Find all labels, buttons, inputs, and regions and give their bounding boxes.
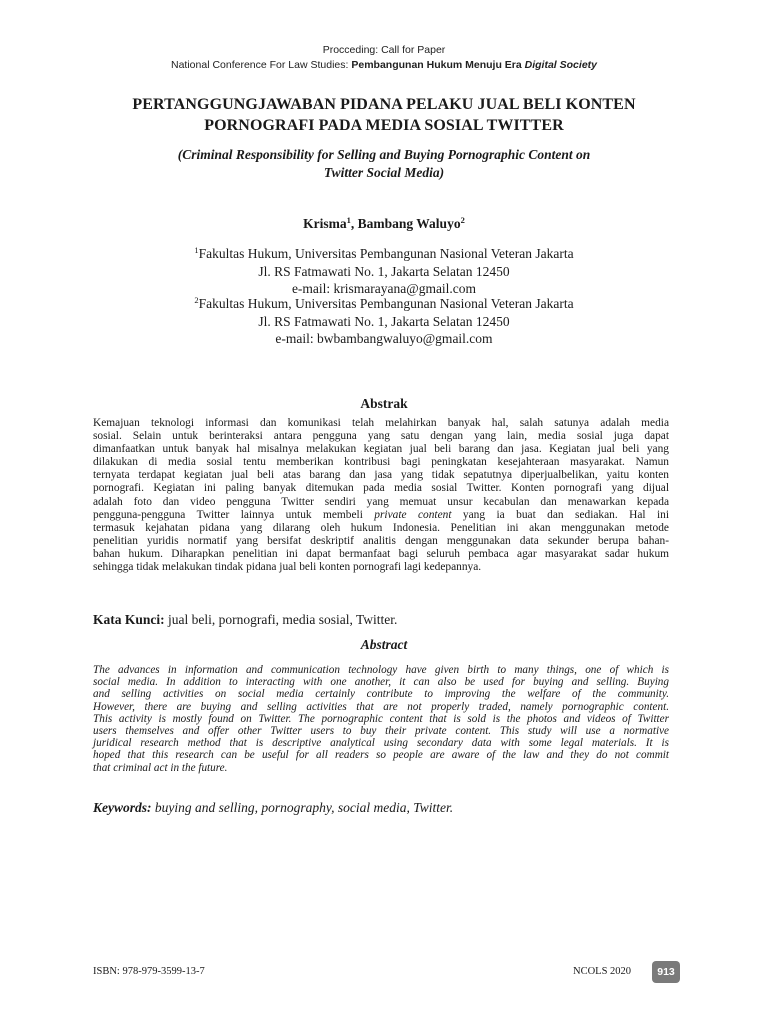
affiliation-institution — [0, 292, 768, 313]
abstrak-line: sehingga tidak melakukan tindak pidana jual beli konten pornografi lagi kedepannya. — [93, 561, 482, 574]
abstract-line: juridical research method that is descriptive analytical using secondary data with some legal materials. It is — [93, 737, 669, 750]
affiliation-block — [0, 292, 768, 348]
abstrak-line: sosial. Selain untuk berinteraksi antara pengguna yang satu dengan yang lain, media sosial juga dapat — [93, 430, 669, 443]
abstrak-body — [93, 417, 669, 574]
abstrak-line: penelitian yuridis normatif yang bersifat deskriptif analitis dengan menggunakan data sekunder berupa bahan- — [93, 534, 669, 547]
abstrak-line: bahan hukum. Diharapkan penelitian ini dapat bermanfaat bagi seluruh pembaca agar masyarakat sadar hukum — [93, 547, 669, 560]
affil-mark: 1 — [194, 245, 199, 255]
abstrak-line: ternyata terdapat kegiatan jual beli atas barang dan jasa yang tidak sepatutnya diperjualbelikan, yaitu konten — [93, 469, 669, 482]
abstrak-line: dilakukan di media sosial tentu memberikan kontribusi bagi peningkatan kesejahteraan masyarakat. Namun — [93, 456, 669, 469]
subtitle-line: Twitter Social Media) — [323, 165, 445, 180]
running-header-line2 — [0, 59, 768, 71]
abstract-line: that criminal act in the future. — [93, 761, 228, 774]
keywords-value: buying and selling, pornography, social media, Twitter. — [151, 800, 454, 815]
title-line: PORNOGRAFI PADA MEDIA SOSIAL TWITTER — [204, 117, 564, 134]
kata-kunci-value: jual beli, pornografi, media sosial, Twitter. — [164, 612, 398, 627]
affiliation-email: e-mail: krismarayana@gmail.com — [291, 281, 477, 296]
abstrak-line — [93, 509, 669, 522]
kata-kunci-label: Kata Kunci: — [93, 612, 165, 627]
footer-conference: NCOLS 2020 — [573, 966, 632, 977]
affiliation-name: Fakultas Hukum, Universitas Pembangunan Nasional Veteran Jakarta — [198, 296, 574, 311]
abstrak-line: dimanfaatkan untuk banyak hal misalnya melakukan kegiatan jual beli barang dan jasa. Kegiatan jual beli yang — [93, 443, 669, 456]
subtitle-line: (Criminal Responsibility for Selling and Buying Pornographic Content on — [177, 147, 591, 162]
abstrak-line-head: pengguna-pengguna Twitter lainnya untuk membeli — [93, 508, 375, 521]
affil-mark: 2 — [194, 295, 199, 305]
affiliation-address: Jl. RS Fatmawati No. 1, Jakarta Selatan 12450 — [258, 263, 510, 279]
running-header-line1: Procceding: Call for Paper — [322, 44, 446, 56]
paper-title — [60, 94, 708, 136]
abstrak-line-tail: yang ia buat dan sediakan. Hal ini — [451, 508, 670, 521]
abstract-line: hoped that this research can be useful for all readers so people are aware of the law and they do not commit — [93, 749, 669, 762]
abstrak-heading: Abstrak — [360, 396, 408, 411]
header-conference-name: National Conference For Law Studies: — [171, 59, 352, 71]
page-number-badge: 913 — [652, 961, 680, 983]
affiliation-block — [0, 242, 768, 298]
abstract-line: However, there are buying and selling activities that are not properly traded, namely pornographic content. — [93, 700, 669, 713]
footer-isbn: ISBN: 978-979-3599-13-7 — [93, 966, 205, 977]
kata-kunci — [93, 612, 397, 628]
abstract-body — [93, 664, 669, 774]
affiliation-institution — [0, 242, 768, 263]
author-name: Krisma — [303, 216, 347, 231]
abstract-line: The advances in information and communication technology have given birth to many things, one of which is — [93, 664, 669, 676]
header-theme: Pembangunan Hukum Menuju Era — [351, 59, 525, 71]
title-line: PERTANGGUNGJAWABAN PIDANA PELAKU JUAL BELI KONTEN — [132, 96, 636, 113]
abstract-line: social media. In addition to interacting with one another, it can also be used for buying and selling. Buying — [93, 676, 669, 689]
author-separator: , — [350, 216, 358, 231]
affiliation-name: Fakultas Hukum, Universitas Pembangunan Nasional Veteran Jakarta — [198, 246, 574, 261]
abstract-line: This activity is mostly found on Twitter. The pornographic content that is sold is the photos and videos of Twitter — [93, 712, 669, 725]
affiliation-email: e-mail: bwbambangwaluyo@gmail.com — [275, 331, 493, 346]
author-affil-mark: 1 — [346, 215, 351, 225]
abstract-heading: Abstract — [360, 637, 408, 652]
header-theme-italic: Digital Society — [524, 59, 597, 71]
abstrak-line: pornografi. Kegiatan ini paling banyak ditemukan pada media sosial Twitter. Konten pornografi yang dijual — [93, 482, 669, 495]
affiliation-address: Jl. RS Fatmawati No. 1, Jakarta Selatan 12450 — [258, 313, 510, 329]
keywords-label: Keywords: — [93, 800, 152, 815]
author-name: Bambang Waluyo — [357, 216, 461, 231]
paper-subtitle — [120, 146, 648, 182]
keywords — [93, 800, 453, 816]
author-affil-mark: 2 — [460, 215, 465, 225]
abstract-line: and selling activities on social media certainly contribute to improving the welfare of the community. — [93, 688, 669, 701]
abstrak-line: termasuk kejahatan pidana yang dilarang oleh hukum Indonesia. Penelitian ini akan menggunakan metode — [93, 521, 669, 534]
private-content-term: private content — [374, 508, 452, 521]
author-list — [0, 215, 768, 232]
abstrak-line: Kemajuan teknologi informasi dan komunikasi telah melahirkan banyak hal, salah satunya adalah media — [93, 417, 669, 429]
abstrak-line: adalah foto dan video pengguna Twitter sendiri yang memuat unsur kecabulan dan menawarkan kepada — [93, 495, 669, 508]
abstract-line: users themselves and offer other Twitter users to buy their private content. This study will use a normative — [93, 725, 669, 738]
